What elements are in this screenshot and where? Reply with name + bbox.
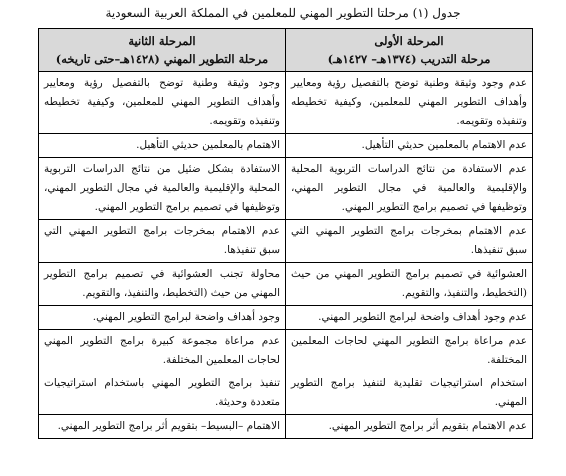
header-first-subtitle: مرحلة التدريب (١٣٧٤هـ– ١٤٢٧هـ) <box>327 52 491 66</box>
cell-text: العشوائية في تصميم برامج التطوير المهني من حيث (التخطيط، والتنفيذ، والتقويم. <box>291 268 527 299</box>
header-first-stage <box>286 29 533 72</box>
header-second-stage <box>39 29 286 72</box>
cell-text: تنفيذ برامج التطوير المهني باستخدام استراتيجيات متعددة وحديثة. <box>44 377 280 408</box>
cell-text: عدم وجود أهداف واضحة لبرامج التطوير المهني. <box>318 311 527 323</box>
cell-second-stage <box>39 134 286 158</box>
cell-text: عدم وجود وثيقة وطنية توضح بالتفصيل رؤية ومعايير وأهداف التطوير المهني للمعلمين، وكيفية تخطيطه وتنفيذه وتقويمه. <box>291 77 527 127</box>
table-header-row <box>39 29 533 72</box>
cell-text: عدم الاهتمام بمخرجات برامج التطوير المهني التي سبق تنفيذها. <box>44 225 280 256</box>
header-second-title: المرحلة الثانية <box>128 34 196 48</box>
cell-text: محاولة تجنب العشوائية في تصميم برامج التطوير المهني من حيث (التخطيط، والتنفيذ، والتقويم. <box>44 268 280 299</box>
cell-second-stage <box>39 220 286 263</box>
table-row <box>39 220 533 263</box>
cell-first-stage <box>286 306 533 330</box>
cell-second-stage <box>39 263 286 306</box>
table-row <box>39 306 533 330</box>
cell-text: استخدام استراتيجيات تقليدية لتنفيذ برامج التطوير المهني. <box>291 377 527 408</box>
header-first-title: المرحلة الأولى <box>374 34 444 48</box>
cell-second-stage <box>39 306 286 330</box>
table-row <box>39 415 533 439</box>
cell-first-stage <box>286 263 533 306</box>
table-row <box>39 263 533 306</box>
cell-text: عدم الاهتمام بتقويم أثر برامج التطوير المهني. <box>328 420 527 432</box>
cell-text: عدم مراعاة مجموعة كبيرة برامج التطوير المهني لحاجات المعلمين المختلفة. <box>44 335 280 366</box>
cell-second-stage <box>39 72 286 134</box>
cell-text: عدم الاستفادة من نتائج الدراسات التربوية المحلية والإقليمية والعالمية في مجال التطوير المهني، وتوظيفها في تصميم برامج التطوير المهني. <box>291 163 527 213</box>
table-body <box>39 72 533 439</box>
cell-text: الاستفادة بشكل ضئيل من نتائج الدراسات التربوية المحلية والإقليمية والعالمية في مجال التطوير المهني، وتوظيفها في تصميم برامج التطوير المهني. <box>44 163 280 213</box>
cell-text: عدم مراعاة برامج التطوير المهني لحاجات المعلمين المختلفة. <box>291 335 527 366</box>
cell-second-stage <box>39 158 286 220</box>
cell-first-stage <box>286 415 533 439</box>
comparison-table <box>38 28 533 439</box>
cell-text: عدم الاهتمام بالمعلمين حديثي التأهيل. <box>361 139 527 151</box>
cell-first-stage <box>286 158 533 220</box>
cell-first-stage <box>286 330 533 415</box>
cell-text: عدم الاهتمام بمخرجات برامج التطوير المهني التي سبق تنفيذها. <box>291 225 527 256</box>
table-row <box>39 330 533 415</box>
cell-text: الاهتمام بالمعلمين حديثي التأهيل. <box>136 139 280 151</box>
cell-first-stage <box>286 134 533 158</box>
cell-text: وجود وثيقة وطنية توضح بالتفصيل رؤية ومعايير وأهداف التطوير المهني للمعلمين، وكيفية تخطيطه وتنفيذه وتقويمه. <box>44 77 280 127</box>
cell-first-stage <box>286 220 533 263</box>
cell-first-stage <box>286 72 533 134</box>
table-row <box>39 72 533 134</box>
table-row <box>39 134 533 158</box>
cell-text: الاهتمام –البسيط– بتقويم أثر برامج التطوير المهني. <box>57 420 280 432</box>
header-second-subtitle: مرحلة التطوير المهني (١٤٢٨هـ–حتى تاريخه) <box>55 52 269 66</box>
table-caption: جدول (١) مرحلتا التطوير المهني للمعلمين في المملكة العربية السعودية <box>105 6 461 20</box>
cell-second-stage <box>39 330 286 415</box>
cell-second-stage <box>39 415 286 439</box>
cell-text: وجود أهداف واضحة لبرامج التطوير المهني. <box>92 311 280 323</box>
table-row <box>39 158 533 220</box>
